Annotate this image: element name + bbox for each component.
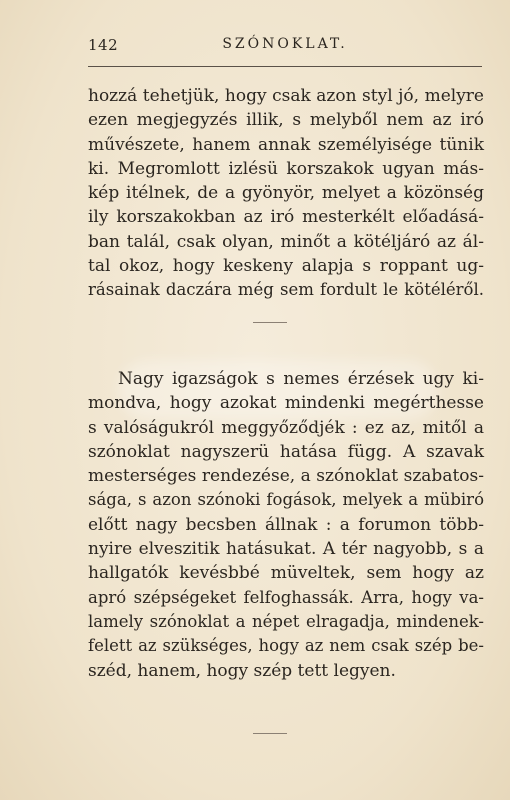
text-line: kép itélnek, de a gyönyör, melyet a közönség [88, 183, 484, 204]
text-line: mondva, hogy azokat mindenki megérthesse [88, 393, 484, 414]
text-line: hallgatók kevésbbé müveltek, sem hogy az [88, 563, 484, 584]
paragraph-1 [88, 84, 484, 303]
text-line: ezen megjegyzés illik, s melyből nem az iró [88, 110, 484, 131]
text-line: hozzá tehetjük, hogy csak azon styl jó, melyre [88, 86, 484, 106]
text-line: művészete, hanem annak személyisége tünik [88, 134, 484, 155]
text-line: szónoklat nagyszerü hatása függ. A szavak [88, 441, 484, 462]
section-divider [253, 733, 287, 734]
text-line: rásainak daczára még sem fordult le kötéléről. [88, 280, 484, 300]
text-line: sága, s azon szónoki fogások, melyek a mübiró [88, 490, 484, 510]
paragraph-2 [88, 367, 484, 683]
text-line: széd, hanem, hogy szép tett legyen. [88, 660, 396, 681]
text-line: felett az szükséges, hogy az nem csak szép be- [88, 636, 484, 656]
text-line: lamely szónoklat a népet elragadja, mindenek- [88, 611, 484, 631]
text-line: ban talál, csak olyan, minőt a kötéljáró az ál- [88, 231, 484, 252]
page-number: 142 [88, 36, 119, 54]
text-line: apró szépségeket felfoghassák. Arra, hogy va- [88, 587, 484, 607]
text-line: ki. Megromlott izlésü korszakok ugyan más- [88, 158, 484, 179]
header-rule [88, 66, 482, 67]
text-line: nyire elveszitik hatásukat. A tér nagyobb, s a [88, 539, 484, 560]
text-line: mesterséges rendezése, a szónoklat szabatos- [88, 466, 484, 487]
text-line: előtt nagy becsben állnak : a forumon több- [88, 514, 484, 535]
section-divider [253, 322, 287, 323]
text-line: s valóságukról meggyőződjék : ez az, mitől a [88, 417, 484, 438]
text-line: tal okoz, hogy keskeny alapja s roppant ug- [88, 256, 484, 277]
running-head: SZÓNOKLAT. [222, 36, 348, 52]
text-line: ily korszakokban az iró mesterkélt előadásá- [88, 207, 484, 228]
page-header [88, 36, 482, 58]
text-line: Nagy igazságok s nemes érzések ugy ki- [118, 369, 484, 389]
